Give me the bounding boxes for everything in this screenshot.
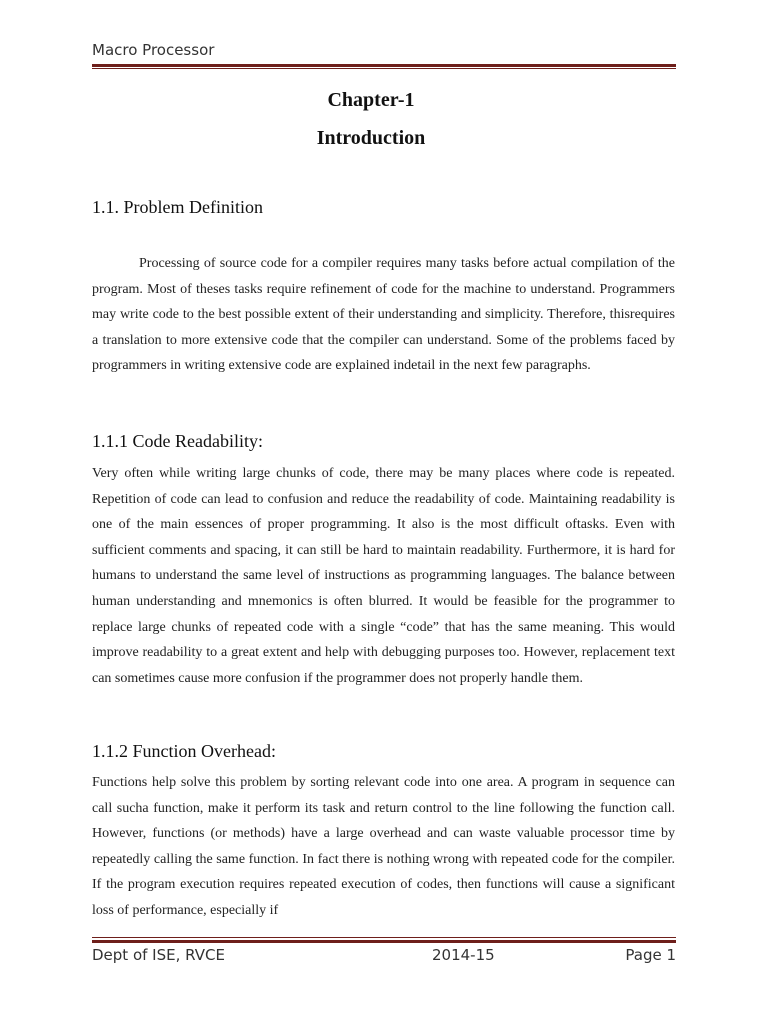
chapter-number: Chapter-1 <box>327 89 415 111</box>
footer-rule-thick <box>92 940 676 943</box>
header-title: Macro Processor <box>92 41 215 59</box>
section-text-code-readability: Very often while writing large chunks of code, there may be many places where code is repeated. Repetition of code can lead to confusion and reduce the readability of code. Maintaining readability is one of the main essences of proper programming. It also is the most difficult oftasks. Even with sufficient comments and spacing, it can still be hard to maintain readability. Furthermore, it is hard for humans to understand the same level of instructions as programming languages. The balance between human understanding and mnemonics is often blurred. It would be feasible for the programmer to replace large chunks of repeated code with a single “code” that has the same meaning. This would improve readability to a great extent and help with debugging purposes too. However, replacement text can sometimes cause more confusion if the programmer does not properly handle them. <box>92 466 675 686</box>
header-rule-thin <box>92 68 676 69</box>
footer-page-number: Page 1 <box>625 946 676 964</box>
section-heading-function-overhead: 1.1.2 Function Overhead: <box>92 741 276 761</box>
section-text-problem-definition: Processing of source code for a compiler requires many tasks before actual compilation of the program. Most of theses tasks require refinement of code for the machine to understand. Programmers may write code to the best possible extent of their understanding and simplicity. Therefore, thisrequires a translation to more extensive code that the compiler can understand. Some of the problems faced by programmers in writing extensive code are explained indetail in the next few paragraphs. <box>92 256 675 374</box>
section-heading-problem-definition: 1.1. Problem Definition <box>92 197 263 217</box>
chapter-title: Introduction <box>316 127 426 149</box>
header-rule-thick <box>92 64 676 67</box>
footer-year: 2014-15 <box>432 946 495 964</box>
footer-department: Dept of ISE, RVCE <box>92 946 225 964</box>
section-text-function-overhead: Functions help solve this problem by sorting relevant code into one area. A program in sequence can call sucha function, make it perform its task and return control to the line following the function call. However, functions (or methods) have a large overhead and can waste valuable processor time by repeatedly calling the same function. In fact there is nothing wrong with repeated code for the compiler. If the program execution requires repeated execution of codes, then functions will cause a significant loss of performance, especially if <box>92 775 675 918</box>
section-heading-code-readability: 1.1.1 Code Readability: <box>92 431 263 451</box>
footer-rule-thin <box>92 937 676 938</box>
